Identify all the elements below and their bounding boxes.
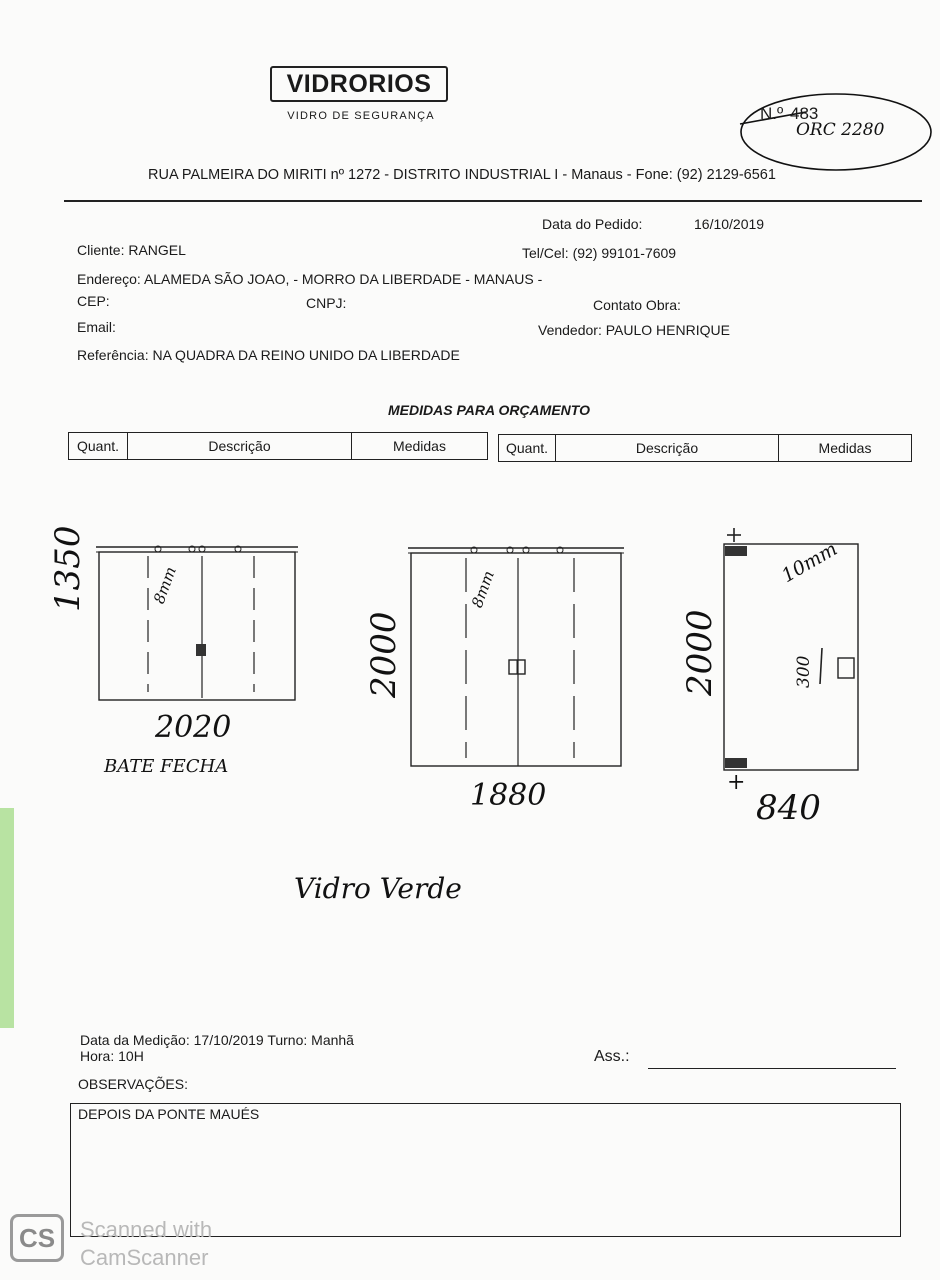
camscanner-watermark (80, 1216, 212, 1272)
measures-title: MEDIDAS PARA ORÇAMENTO (388, 402, 590, 418)
email-field: Email: (77, 319, 116, 335)
data-pedido-value: 16/10/2019 (694, 216, 765, 232)
sketch3-mark: 300 (794, 655, 814, 688)
col-quant: Quant. (69, 433, 128, 460)
green-sticky-edge (0, 808, 14, 1028)
hora-field: Hora: 10H (80, 1048, 144, 1064)
glass-note: Vidro Verde (294, 872, 462, 905)
sketch3-width: 840 (756, 788, 821, 828)
col-medidas: Medidas (352, 433, 488, 460)
sketch-door-1 (96, 542, 298, 704)
col-medidas: Medidas (779, 435, 912, 462)
camscanner-logo: CS (10, 1214, 64, 1262)
measures-table-left (68, 432, 488, 460)
sketch1-thickness: 8mm (150, 564, 180, 607)
telcel-field: Tel/Cel: (92) 99101-7609 (522, 245, 677, 261)
camscanner-line2: CamScanner (80, 1245, 209, 1270)
endereco-field: Endereço: ALAMEDA SÃO JOAO, - MORRO DA LIBERDADE - MANAUS - (77, 271, 543, 287)
sketch3-height: 2000 (680, 609, 720, 696)
order-number: 483 (790, 104, 819, 123)
col-descricao: Descrição (556, 435, 779, 462)
sketch1-note: BATE FECHA (104, 756, 229, 777)
observacoes-label: OBSERVAÇÕES: (78, 1076, 188, 1092)
company-logo: VIDRORIOS (270, 66, 448, 102)
orc-number: ORC 2280 (796, 120, 885, 140)
sketch1-width: 2020 (155, 710, 232, 745)
vendedor-field: Vendedor: PAULO HENRIQUE (538, 322, 730, 338)
col-quant: Quant. (499, 435, 556, 462)
observacoes-text: DEPOIS DA PONTE MAUÉS (78, 1106, 260, 1122)
sketch2-height: 2000 (364, 611, 404, 698)
ass-label: Ass.: (594, 1048, 630, 1065)
header-divider (64, 200, 922, 202)
referencia-field: Referência: NA QUADRA DA REINO UNIDO DA LIBERDADE (77, 347, 460, 363)
numero-label: N.º (760, 104, 784, 123)
cep-field: CEP: (77, 293, 110, 309)
sketch-door-2 (408, 544, 624, 770)
measures-table-right (498, 434, 912, 462)
company-address: RUA PALMEIRA DO MIRITI nº 1272 - DISTRITO INDUSTRIAL I - Manaus - Fone: (92) 2129-6561 (148, 167, 776, 183)
col-descricao: Descrição (128, 433, 352, 460)
data-medicao-field: Data da Medição: 17/10/2019 Turno: Manhã (80, 1032, 354, 1048)
company-tagline: VIDRO DE SEGURANÇA (287, 110, 435, 122)
data-pedido-label: Data do Pedido: (542, 216, 643, 232)
cliente-field: Cliente: RANGEL (77, 242, 186, 258)
sketch3-plus: + (727, 770, 746, 795)
sketch2-width: 1880 (470, 778, 547, 813)
signature-line (648, 1068, 896, 1069)
sketch3-thickness: 10mm (778, 537, 842, 588)
cnpj-field: CNPJ: (306, 295, 347, 311)
sketch2-thickness: 8mm (468, 568, 498, 611)
contato-obra-field: Contato Obra: (593, 297, 681, 313)
sketch1-height: 1350 (48, 525, 88, 612)
camscanner-line1: Scanned with (80, 1217, 213, 1242)
